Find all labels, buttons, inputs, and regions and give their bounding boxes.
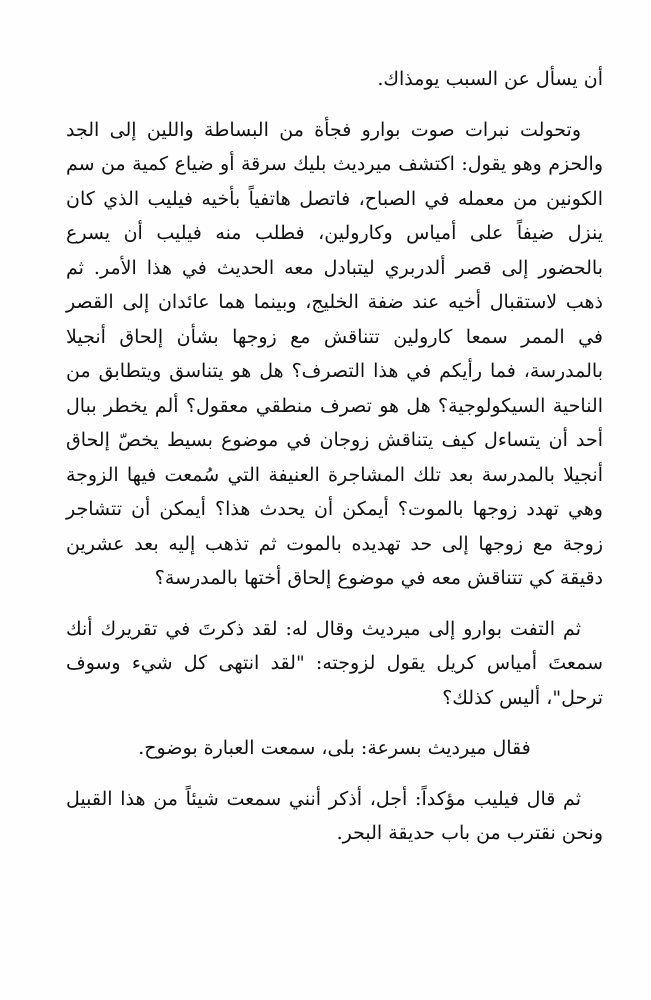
page-text xyxy=(66,62,603,851)
paragraph-3: ثم التفت بوارو إلى ميرديث وقال له: لقد ذكرتَ في تقريرك أنك سمعتَ أمياس كريل يقول لزوجته: "لقد انتهى كل شيء وسوف ترحل"، أليس كذلك؟ xyxy=(66,617,603,709)
paragraph-1: أن يسأل عن السبب يومذاك. xyxy=(377,68,603,90)
paragraph-5: ثم قال فيليب مؤكداً: أجل، أذكر أنني سمعت شيئاً من هذا القبيل ونحن نقترب من باب حديقة البحر. xyxy=(66,787,603,844)
paragraph-2: وتحولت نبرات صوت بوارو فجأة من البساطة واللين إلى الجد والحزم وهو يقول: اكتشف ميرديث بليك سرقة أو ضياع كمية من سم الكونين من معمله في الصباح، فاتصل هاتفياً بأخيه فيليب الذي كان ينزل ضيفاً على أمياس وكارولين، فطلب منه فيليب أن يسرع بالحضور إلى قصر ألدربري ليتبادل معه الحديث في هذا الأمر. ثم ذهب لاستقبال أخيه عند ضفة الخليج، وبينما هما عائدان إلى القصر في الممر سمعا كارولين تتناقش مع زوجها بشأن إلحاق أنجيلا بالمدرسة، فما رأيكم في هذا التصرف؟ هل هو يتناسق ويتطابق من الناحية السيكولوجية؟ هل هو تصرف منطقي معقول؟ ألم يخطر ببال أحد أن يتساءل كيف يتناقش زوجان في موضوع بسيط يخصّ إلحاق أنجيلا بالمدرسة بعد تلك المشاجرة العنيفة التي سُمعت فيها الزوجة وهي تهدد زوجها بالموت؟ أيمكن أن يحدث هذا؟ أيمكن أن تتشاجر زوجة مع زوجها إلى حد تهديده بالموت ثم تذهب إليه بعد عشرين دقيقة كي تتناقش معه في موضوع إلحاق أختها بالمدرسة؟ xyxy=(66,118,603,589)
paragraph-4: فقال ميرديث بسرعة: بلى، سمعت العبارة بوضوح. xyxy=(138,737,531,759)
